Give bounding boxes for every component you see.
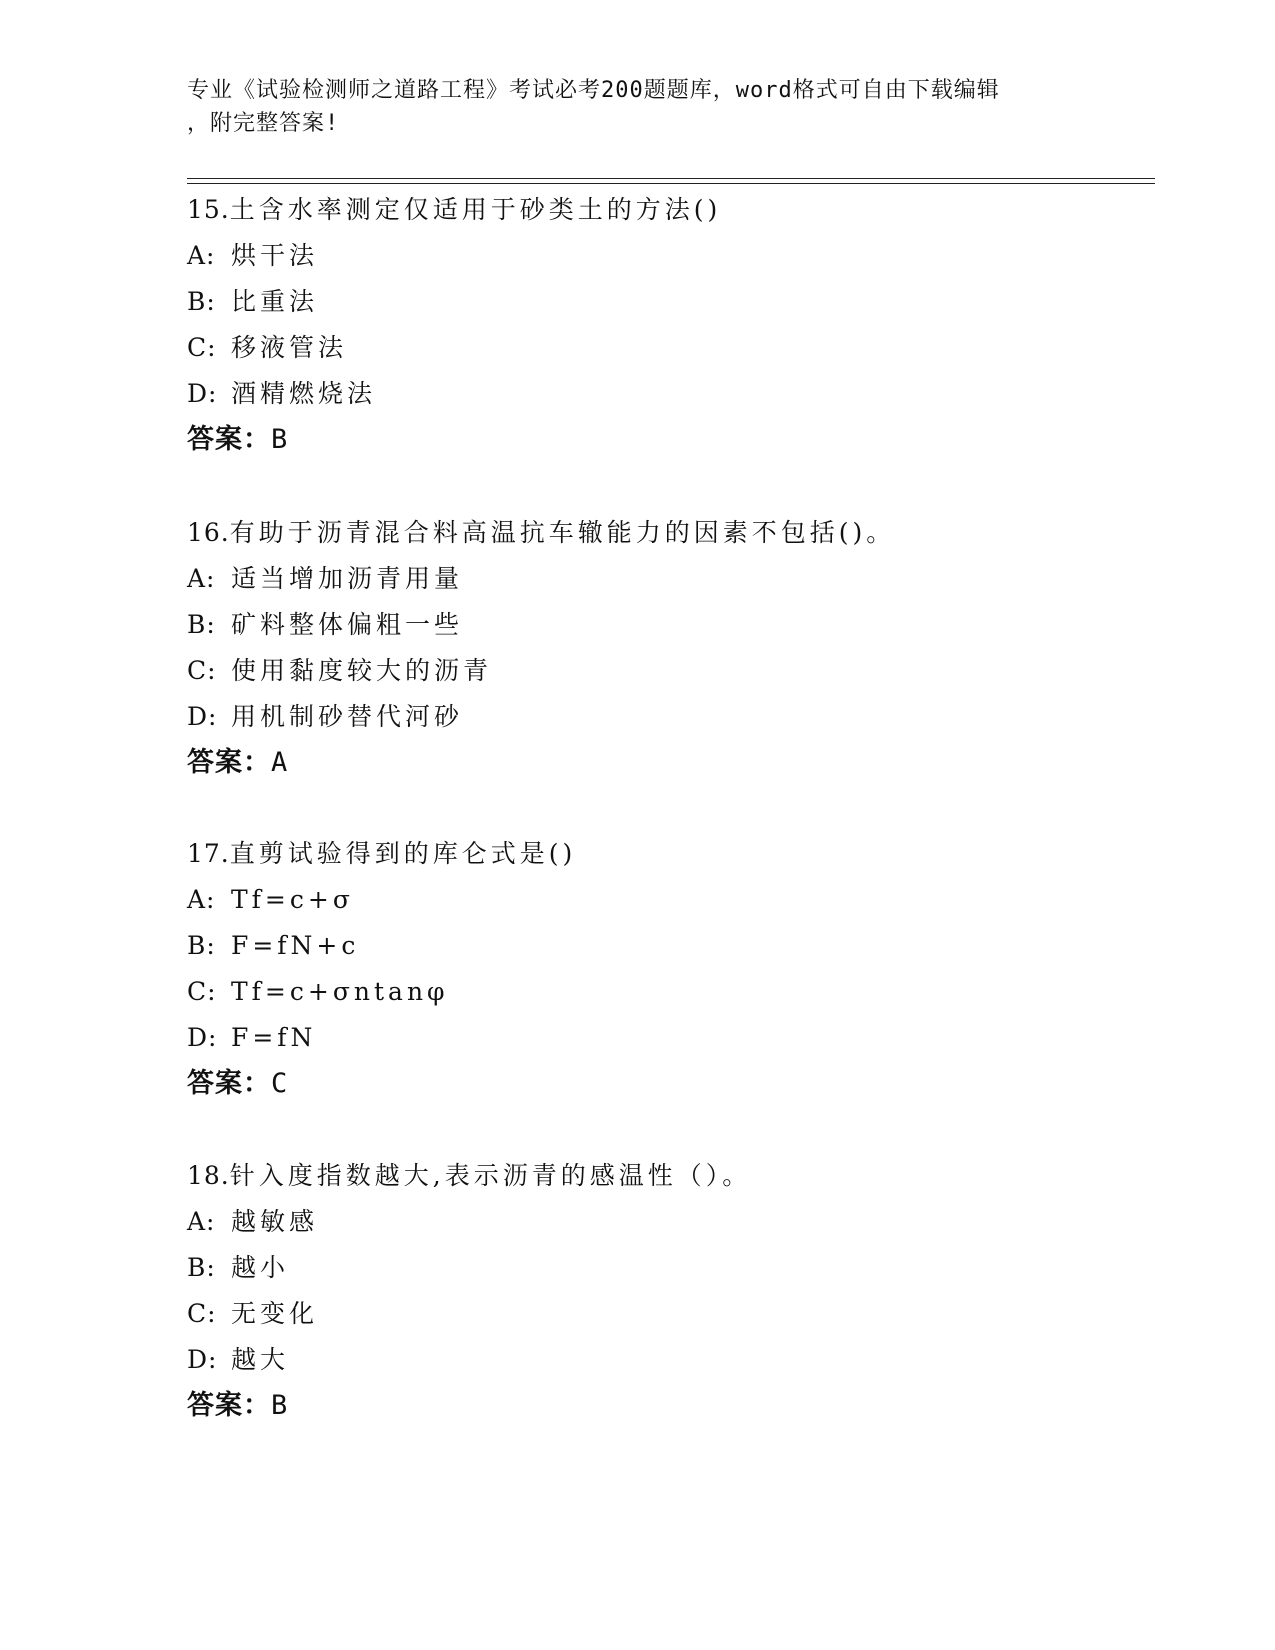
answer-value: A xyxy=(271,747,288,778)
question-number: 17. xyxy=(187,839,230,868)
option-text: 适当增加沥青用量 xyxy=(231,564,464,593)
option-text: 烘干法 xyxy=(231,241,319,270)
option-text: 酒精燃烧法 xyxy=(231,379,377,408)
answer-line xyxy=(187,740,1155,786)
option-c xyxy=(187,1291,1155,1337)
option-d xyxy=(187,1337,1155,1383)
answer-label: 答案： xyxy=(187,1390,271,1421)
option-b xyxy=(187,602,1155,648)
answer-line xyxy=(187,1061,1155,1107)
option-b xyxy=(187,1245,1155,1291)
question-text: 针入度指数越大,表示沥青的感温性（）。 xyxy=(229,1161,752,1190)
option-a xyxy=(187,233,1155,279)
option-text: 越敏感 xyxy=(231,1207,319,1236)
option-d xyxy=(187,1015,1155,1061)
option-label: D: xyxy=(187,379,218,408)
option-b xyxy=(187,279,1155,325)
option-label: B: xyxy=(187,1253,216,1282)
answer-value: B xyxy=(271,1390,288,1421)
answer-line xyxy=(187,1383,1155,1429)
answer-label: 答案： xyxy=(187,747,271,778)
question-stem xyxy=(187,831,1155,877)
document-header xyxy=(187,74,1067,140)
option-label: C: xyxy=(187,333,217,362)
question-stem xyxy=(187,187,1155,233)
option-text: 越小 xyxy=(231,1253,290,1282)
option-c xyxy=(187,325,1155,371)
question-text: 土含水率测定仅适用于砂类土的方法() xyxy=(229,195,722,224)
question-17 xyxy=(187,831,1155,1107)
option-label: A: xyxy=(187,1207,216,1236)
option-d xyxy=(187,371,1155,417)
header-title-line-2: ，附完整答案! xyxy=(187,111,340,136)
option-label: C: xyxy=(187,656,217,685)
question-stem xyxy=(187,510,1155,556)
option-label: B: xyxy=(187,610,216,639)
option-c xyxy=(187,969,1155,1015)
option-d xyxy=(187,694,1155,740)
question-16 xyxy=(187,510,1155,786)
answer-value: C xyxy=(271,1068,288,1099)
option-text: 无变化 xyxy=(231,1299,319,1328)
option-label: D: xyxy=(187,1023,218,1052)
option-b xyxy=(187,923,1155,969)
option-a xyxy=(187,877,1155,923)
option-text: 矿料整体偏粗一些 xyxy=(231,610,464,639)
answer-line xyxy=(187,417,1155,463)
option-text: Tf=c+σ xyxy=(231,885,354,914)
option-text: 移液管法 xyxy=(231,333,348,362)
question-number: 16. xyxy=(187,518,230,547)
question-18 xyxy=(187,1153,1155,1429)
option-c xyxy=(187,648,1155,694)
option-label: A: xyxy=(187,885,216,914)
option-text: 用机制砂替代河砂 xyxy=(231,702,464,731)
option-text: 越大 xyxy=(231,1345,290,1374)
answer-label: 答案： xyxy=(187,424,271,455)
option-text: 比重法 xyxy=(231,287,319,316)
question-stem xyxy=(187,1153,1155,1199)
option-text: Tf=c+σntanφ xyxy=(231,977,449,1006)
answer-value: B xyxy=(271,424,288,455)
option-label: C: xyxy=(187,1299,217,1328)
option-label: D: xyxy=(187,702,218,731)
question-number: 18. xyxy=(187,1161,230,1190)
option-label: A: xyxy=(187,564,216,593)
option-text: 使用黏度较大的沥青 xyxy=(231,656,493,685)
header-divider-bottom xyxy=(187,183,1155,184)
question-15 xyxy=(187,187,1155,463)
option-a xyxy=(187,556,1155,602)
question-text: 有助于沥青混合料高温抗车辙能力的因素不包括()。 xyxy=(229,518,896,547)
option-label: B: xyxy=(187,931,216,960)
option-label: A: xyxy=(187,241,216,270)
question-text: 直剪试验得到的库仑式是() xyxy=(229,839,577,868)
option-text: F=fN xyxy=(231,1023,317,1052)
option-a xyxy=(187,1199,1155,1245)
option-label: C: xyxy=(187,977,217,1006)
header-title-line-1: 专业《试验检测师之道路工程》考试必考200题题库，word格式可自由下载编辑 xyxy=(187,78,1000,103)
option-label: D: xyxy=(187,1345,218,1374)
option-text: F=fN+c xyxy=(231,931,360,960)
question-number: 15. xyxy=(187,195,230,224)
header-divider-top xyxy=(187,178,1155,179)
option-label: B: xyxy=(187,287,216,316)
answer-label: 答案： xyxy=(187,1068,271,1099)
